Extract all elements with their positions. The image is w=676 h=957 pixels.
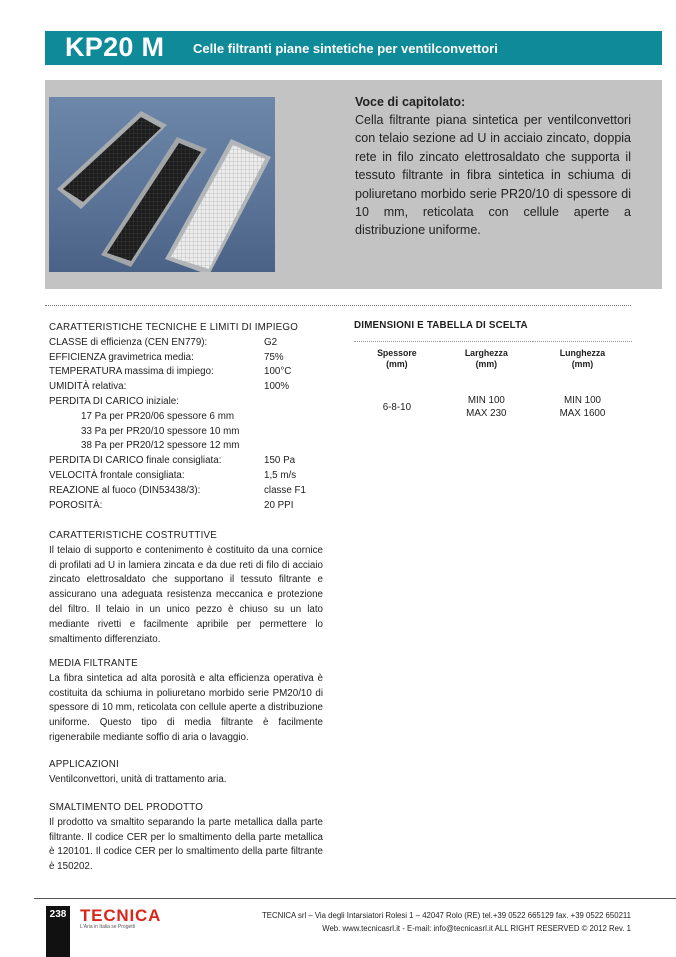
- logo-wordmark: TECNICA: [80, 906, 162, 925]
- table-header-row: [354, 342, 632, 376]
- applications-text: Ventilconvettori, unità di trattamento aria.: [49, 773, 227, 785]
- technical-specs: [49, 321, 323, 513]
- construction-text: Il telaio di supporto e contenimento è costituito da una cornice di profilati ad U in lamiera zincata e da due reti di filo di acciaio zincato elettrosaldato che supportano il tessuto filtrante e assicurano una adeguata resistenza meccanica e protezione del filtro. Il telaio in un unico pezzo è chiuso su un lato mediante rivetti e facilmente apribile per permettere lo smaltimento differenziato.: [49, 544, 323, 645]
- filter-panels-illustration: [49, 97, 275, 272]
- column-header-larghezza: Larghezza (mm): [440, 342, 533, 376]
- spec-row: EFFICIENZA gravimetrica media: 75%: [49, 351, 284, 363]
- filter-media-heading: MEDIA FILTRANTE: [49, 658, 138, 669]
- spec-row: PERDITA DI CARICO iniziale:: [49, 395, 179, 407]
- footer-address: TECNICA srl – Via degli Intarsiatori Rolesi 1 – 42047 Rolo (RE) tel.+39 0522 665129 fax. +39 0522 650211: [262, 911, 631, 920]
- product-subtitle: Celle filtranti piane sintetiche per ventilconvettori: [193, 41, 498, 56]
- spec-row: VELOCITÀ frontale consigliata: 1,5 m/s: [49, 469, 297, 481]
- spec-row: REAZIONE al fuoco (DIN53438/3): classe F1: [49, 484, 306, 496]
- dimensions-section: [354, 320, 632, 420]
- disposal-section: [49, 801, 323, 875]
- construction-heading: CARATTERISTICHE COSTRUTTIVE: [49, 530, 217, 541]
- applications-section: [49, 758, 323, 788]
- column-header-lunghezza: Lunghezza (mm): [533, 342, 632, 376]
- product-photo: [49, 97, 275, 272]
- column-header-spessore: Spessore (mm): [354, 342, 440, 376]
- pressure-drop-line: 33 Pa per PR20/10 spessore 10 mm: [81, 425, 240, 437]
- product-code: KP20 M: [65, 32, 165, 62]
- applications-heading: APPLICAZIONI: [49, 759, 119, 770]
- title-bar: [45, 31, 662, 65]
- cell-larghezza: MIN 100 MAX 230: [466, 395, 507, 419]
- intro-panel: [45, 80, 662, 289]
- spec-row: TEMPERATURA massima di impiego: 100°C: [49, 366, 292, 378]
- construction-section: [49, 529, 323, 647]
- pressure-drop-line: 17 Pa per PR20/06 spessore 6 mm: [81, 410, 235, 422]
- spec-row: PERDITA DI CARICO finale consigliata: 150 Pa: [49, 455, 296, 467]
- filter-media-section: [49, 657, 323, 746]
- dimensions-table: [354, 341, 632, 420]
- spec-row: POROSITÀ: 20 PPI: [49, 499, 294, 511]
- page-number: 238: [46, 906, 70, 957]
- footer-web: Web. www.tecnicasrl.it - E-mail: info@tecnicasrl.it ALL RIGHT RESERVED © 2012 Rev. 1: [322, 923, 631, 933]
- voce-title: Voce di capitolato:: [355, 95, 466, 109]
- footer-contact: [190, 910, 631, 935]
- spec-row: CLASSE di efficienza (CEN EN779): G2: [49, 336, 278, 348]
- cell-lunghezza: MIN 100 MAX 1600: [559, 395, 606, 419]
- company-logo: [80, 906, 170, 934]
- dimensions-heading: DIMENSIONI E TABELLA DI SCELTA: [354, 320, 528, 331]
- spec-row: UMIDITÀ relativa: 100%: [49, 381, 290, 393]
- disposal-text: Il prodotto va smaltito separando la parte metallica dalla parte filtrante. Il codice CER per lo smaltimento della parte metallica è 120101. Il codice CER per lo smaltimento della parte filtrante è 150202.: [49, 816, 323, 873]
- disposal-heading: SMALTIMENTO DEL PRODOTTO: [49, 802, 204, 813]
- cell-spessore: 6-8-10: [382, 402, 412, 413]
- specs-heading: CARATTERISTICHE TECNICHE E LIMITI DI IMPIEGO: [49, 322, 299, 333]
- logo-tagline: L'Aria in Italia se Progetti: [80, 924, 136, 930]
- footer-rule: [34, 898, 676, 899]
- table-row: [354, 375, 632, 420]
- filter-media-text: La fibra sintetica ad alta porosità e alta efficienza operativa è costituita da schiuma in poliuretano morbido serie PM20/10 di spessore di 10 mm, reticolata con cellule aperte a distribuzione uniforme. Questo tipo di media filtrante è facilmente rigenerabile mediante soffio di aria o lavaggio.: [49, 672, 323, 743]
- dotted-divider: [45, 305, 631, 306]
- voce-text: Cella filtrante piana sintetica per ventilconvettori con telaio sezione ad U in acciaio zincato, doppia rete in filo zincato elettrosaldato che supporta il tessuto filtrante in fibra sintetica in schiuma di poliuretano morbido serie PR20/10 di spessore di 10 mm, reticolata con cellule aperte a distribuzione uniforme.: [355, 113, 631, 238]
- specification-text-block: [355, 95, 631, 240]
- pressure-drop-line: 38 Pa per PR20/12 spessore 12 mm: [81, 440, 240, 452]
